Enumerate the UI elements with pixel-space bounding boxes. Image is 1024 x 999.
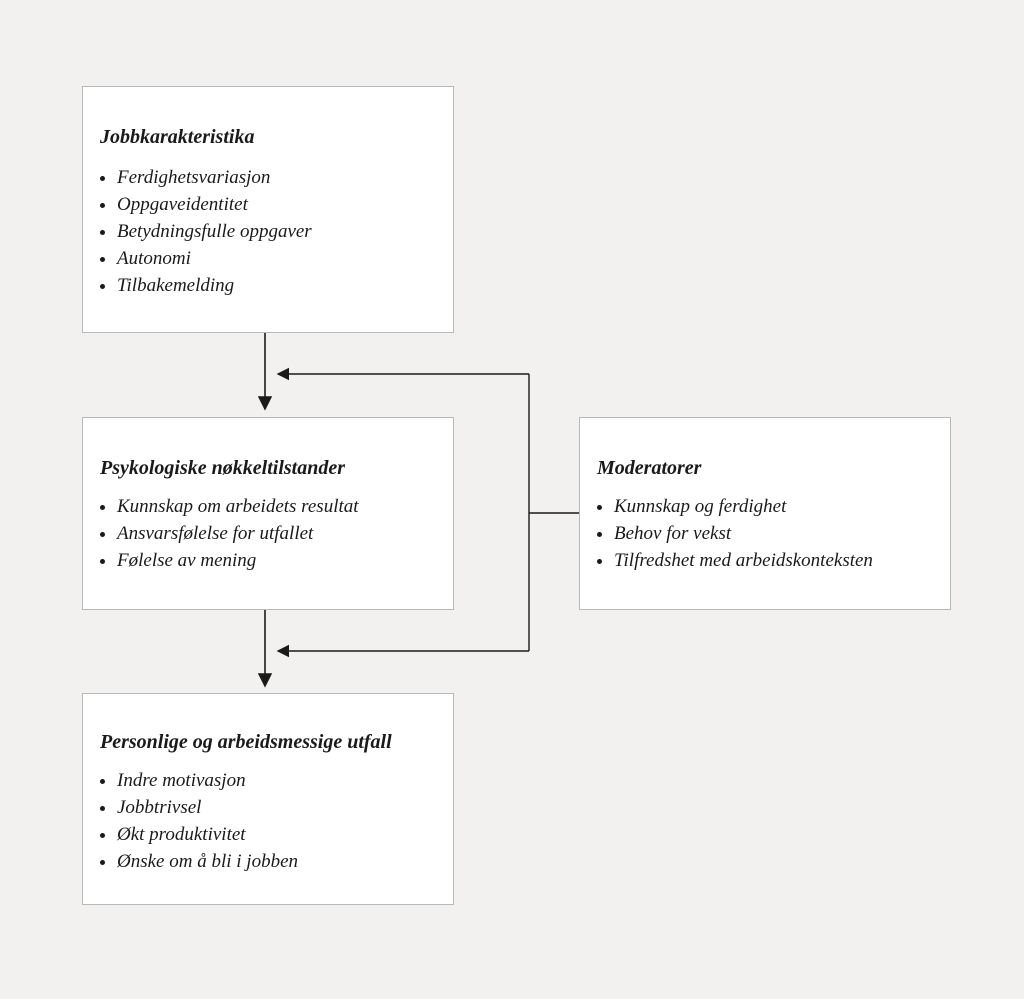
list-item: • Tilfredshet med arbeidskonteksten xyxy=(614,548,950,575)
box-psykologiske-nokkeltilstander xyxy=(82,417,454,610)
list-item: • Indre motivasjon xyxy=(117,768,453,795)
box-jobbkarakteristika xyxy=(82,86,454,333)
list-item: • Kunnskap og ferdighet xyxy=(614,494,950,521)
list-item: • Oppgaveidentitet xyxy=(117,192,453,219)
list-item: • Ansvarsfølelse for utfallet xyxy=(117,521,453,548)
box-item-list xyxy=(83,494,453,575)
list-item: • Ønske om å bli i jobben xyxy=(117,849,453,876)
list-item: • Autonomi xyxy=(117,246,453,273)
box-title: Jobbkarakteristika xyxy=(100,126,255,148)
list-item: • Betydningsfulle oppgaver xyxy=(117,219,453,246)
box-item-list xyxy=(83,768,453,876)
list-item: • Kunnskap om arbeidets resultat xyxy=(117,494,453,521)
box-title: Moderatorer xyxy=(597,457,702,479)
box-title: Personlige og arbeidsmessige utfall xyxy=(100,731,392,753)
box-item-list xyxy=(83,165,453,300)
box-moderatorer xyxy=(579,417,951,610)
list-item: • Følelse av mening xyxy=(117,548,453,575)
box-title: Psykologiske nøkkeltilstander xyxy=(100,457,345,479)
list-item: • Tilbakemelding xyxy=(117,273,453,300)
list-item: • Ferdighetsvariasjon xyxy=(117,165,453,192)
box-item-list xyxy=(580,494,950,575)
list-item: • Økt produktivitet xyxy=(117,822,453,849)
list-item: • Jobbtrivsel xyxy=(117,795,453,822)
list-item: • Behov for vekst xyxy=(614,521,950,548)
box-personlige-og-arbeidsmessige-utfall xyxy=(82,693,454,905)
